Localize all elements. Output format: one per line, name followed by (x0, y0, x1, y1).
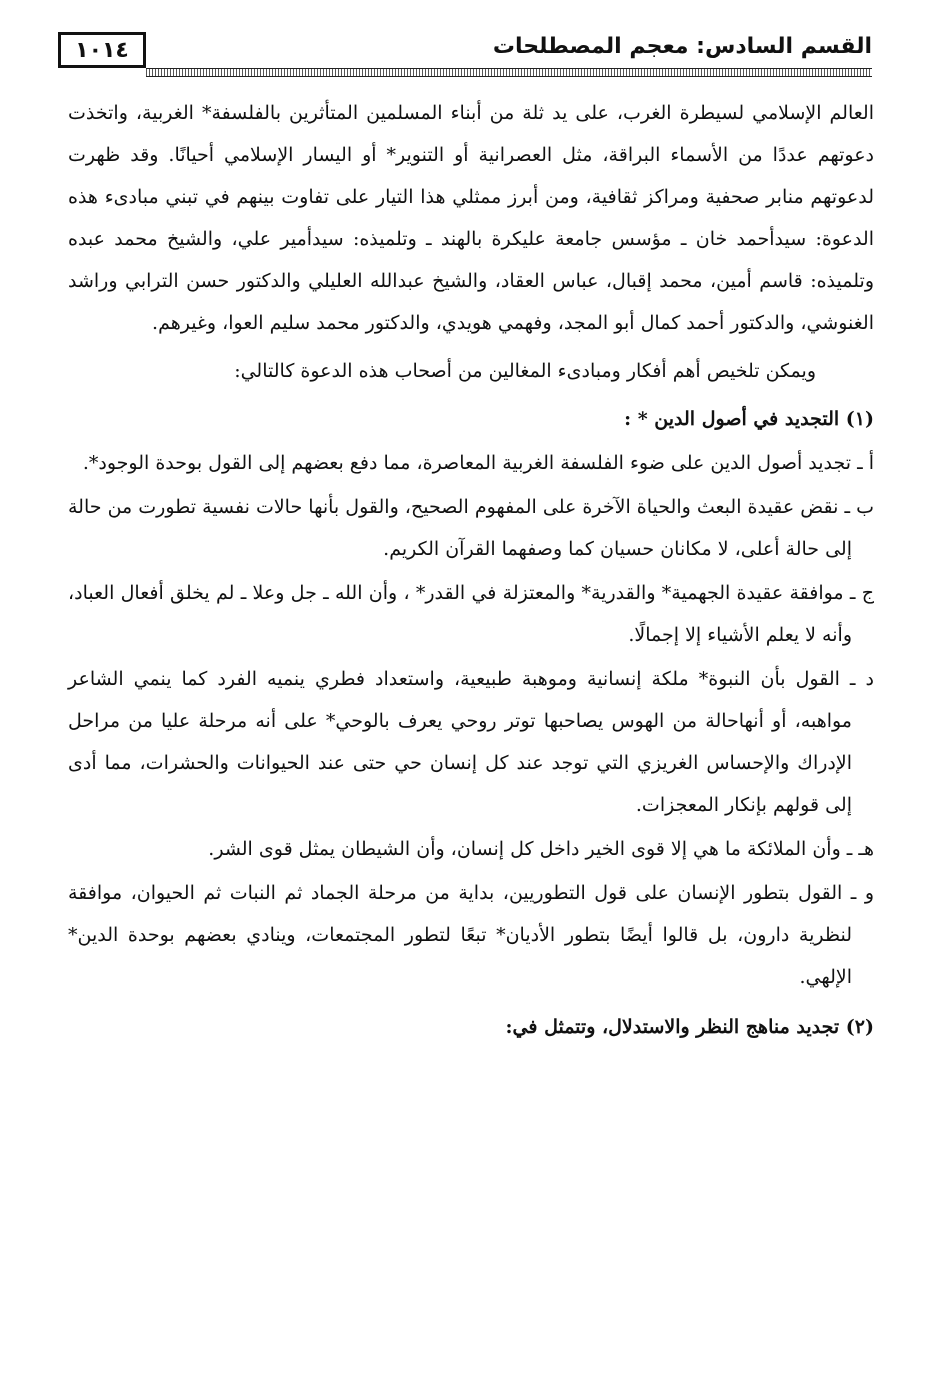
list-item-waw: و ـ القول بتطور الإنسان على قول التطوريين، بداية من مرحلة الجماد ثم النبات ثم الحيوان، موافقة لنظرية دارون، بل قالوا أيضًا بتطور الأديان* تبعًا لتطور المجتمعات، وينادي بعضهم بوحدة الدين* الإلهي. (68, 882, 874, 988)
list-item-dal: د ـ القول بأن النبوة* ملكة إنسانية وموهبة طبيعية، واستعداد فطري ينميه الفرد كما ينمي الشاعر مواهبه، أو أنهاحالة من الهوس يصاحبها توتر روحي يعرف بالوحي* على أنه مرحلة عليا من مراحل الإدراك والإحساس الغريزي التي توجد عند كل إنسان حي حتى عند الحيوانات والحشرات، مما أدى إلى قولهم بإنكار المعجزات. (68, 668, 874, 816)
list-item-alif: أ ـ تجديد أصول الدين على ضوء الفلسفة الغربية المعاصرة، مما دفع بعضهم إلى القول بوحدة الوجود*. (82, 452, 874, 474)
page-number-box (58, 32, 146, 68)
list-item-ha: هـ ـ وأن الملائكة ما هي إلا قوى الخير داخل كل إنسان، وأن الشيطان يمثل قوى الشر. (208, 838, 874, 860)
page-number: ١٠١٤ (75, 37, 129, 63)
summary-paragraph: ويمكن تلخيص أهم أفكار ومبادىء المغالين من أصحاب هذه الدعوة كالتالي: (234, 360, 816, 382)
body-text (68, 92, 874, 1048)
intro-paragraph: العالم الإسلامي لسيطرة الغرب، على يد ثلة من أبناء المسلمين المتأثرين بالفلسفة* الغربية، واتخذت دعوتهم عددًا من الأسماء البراقة، مثل العصرانية أو التنوير* أو اليسار الإسلامي أحيانًا. وقد ظهرت لدعوتهم منابر صحفية ومراكز ثقافية، ومن أبرز ممثلي هذا التيار على تفاوت بينهم في تبني مبادىء هذه الدعوة: سيدأحمد خان ـ مؤسس جامعة عليكرة بالهند ـ وتلميذه: سيدأمير علي، والشيخ محمد عبده وتلميذه: قاسم أمين، محمد إقبال، عباس العقاد، والشيخ عبدالله العليلي والدكتور حسن الترابي وراشد الغنوشي، والدكتور أحمد كمال أبو المجد، وفهمي هويدي، والدكتور محمد سليم العوا، وغيرهم. (68, 102, 874, 334)
section-1-heading: (١) التجديد في أصول الدين * : (624, 408, 874, 430)
running-title: القسم السادس: معجم المصطلحات (492, 34, 872, 59)
page-header (58, 28, 872, 82)
list-item-ba: ب ـ نقض عقيدة البعث والحياة الآخرة على المفهوم الصحيح، والقول بأنها حالات نفسية تطورت من حالة إلى حالة أعلى، لا مكانان حسيان كما وصفهما القرآن الكريم. (68, 496, 874, 560)
header-rule (146, 68, 872, 77)
section-2-heading: (٢) تجديد مناهج النظر والاستدلال، وتتمثل في: (505, 1016, 874, 1038)
list-item-jim: ج ـ موافقة عقيدة الجهمية* والقدرية* والمعتزلة في القدر* ، وأن الله ـ جل وعلا ـ لم يخلق أفعال العباد، وأنه لا يعلم الأشياء إلا إجمالًا. (68, 582, 874, 646)
